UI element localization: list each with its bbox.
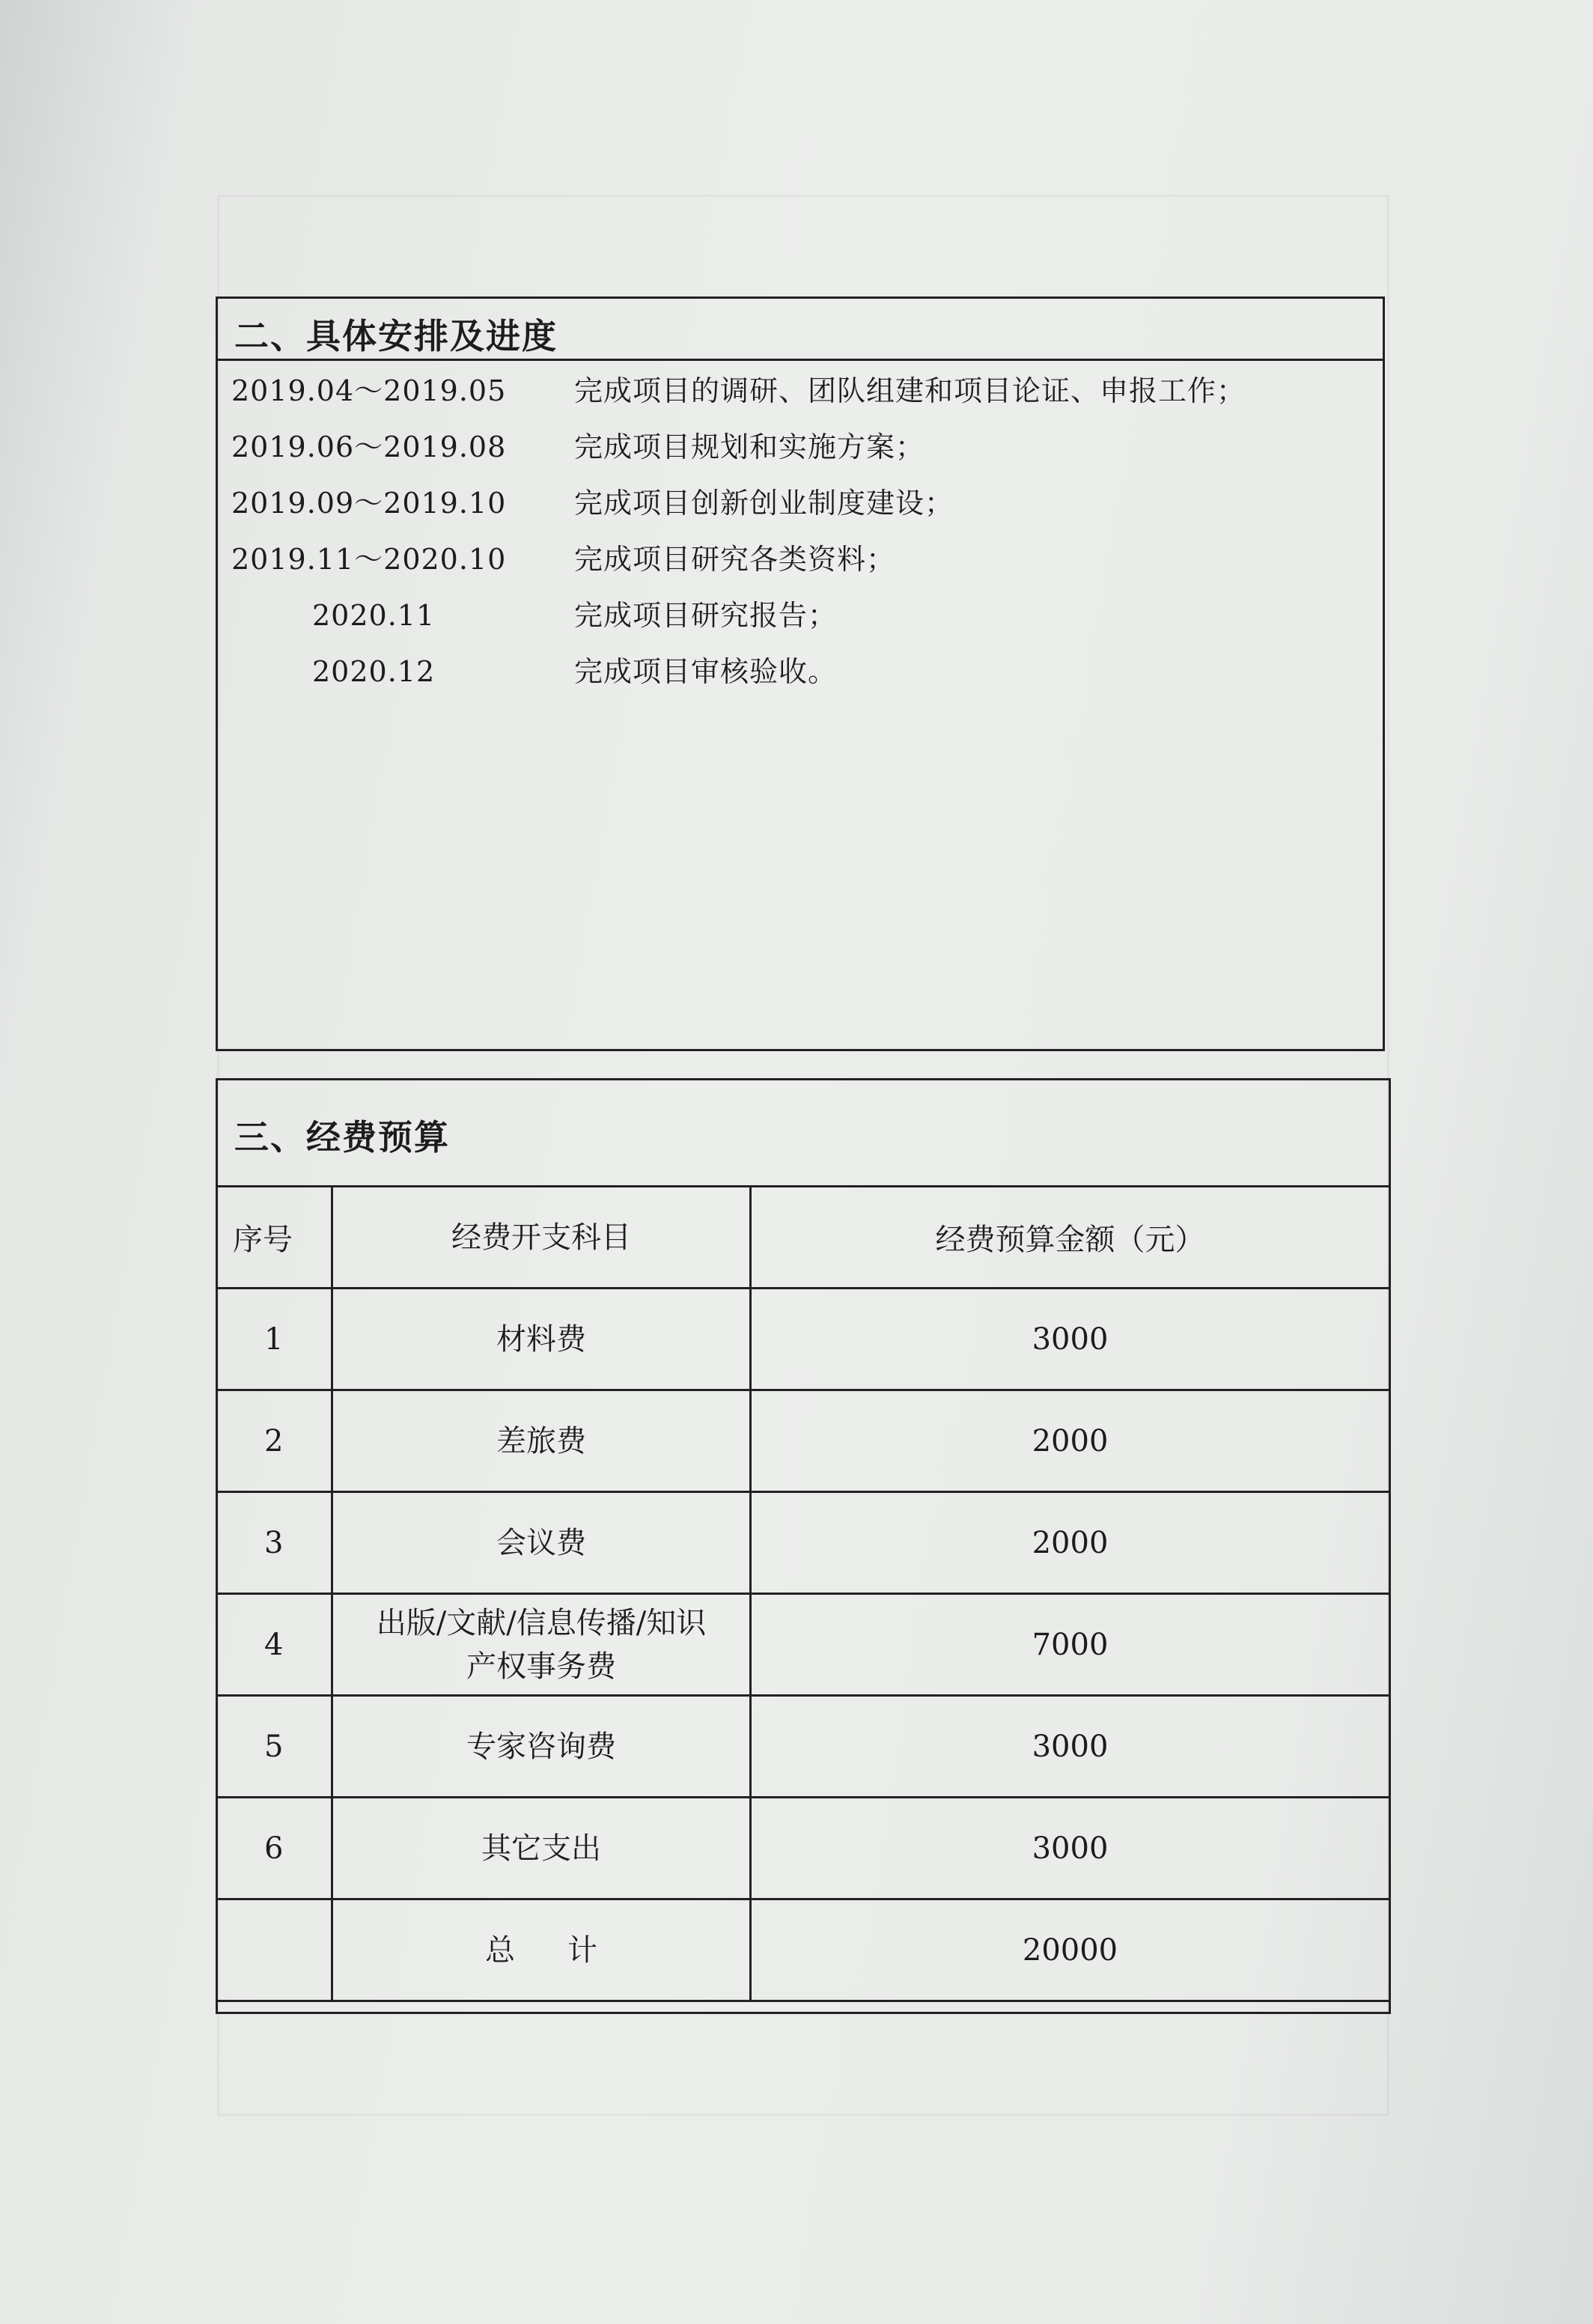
table-row [217,1289,1390,1390]
schedule-task: 完成项目规划和实施方案； [574,431,925,463]
row-amount: 2000 [751,1492,1390,1594]
row-item: 材料费 [332,1289,751,1390]
schedule-date: 2019.06～2019.08 [231,431,507,463]
total-label: 总计 [485,1932,650,1968]
table-header-row [217,1187,1390,1289]
header-no: 序号 [217,1187,332,1289]
schedule-row [218,481,1383,526]
schedule-task: 完成项目研究报告； [574,599,838,632]
schedule-date: 2020.11 [312,599,436,632]
table-row [217,1798,1390,1899]
row-amount: 3000 [751,1798,1390,1899]
row-no: 5 [217,1696,332,1798]
schedule-row [218,368,1383,413]
row-amount: 3000 [751,1289,1390,1390]
row-amount: 2000 [751,1390,1390,1492]
row-no: 4 [217,1594,332,1696]
row-item: 专家咨询费 [332,1696,751,1798]
total-row [217,1899,1390,2001]
schedule-row [218,425,1383,469]
row-item-line: 产权事务费 [466,1649,616,1684]
schedule-task: 完成项目研究各类资料； [574,543,896,576]
row-no: 2 [217,1390,332,1492]
table-row [217,1492,1390,1594]
schedule-date: 2019.09～2019.10 [231,487,507,520]
schedule-row [218,537,1383,582]
schedule-date: 2020.12 [312,655,436,688]
total-amount: 20000 [751,1899,1390,2001]
row-item: 其它支出 [332,1798,751,1899]
total-no-cell [217,1899,332,2001]
budget-section [216,1078,1391,2014]
schedule-row [218,593,1383,638]
row-amount: 3000 [751,1696,1390,1798]
row-amount: 7000 [751,1594,1390,1696]
row-item-line: 出版/文献/信息传播/知识 [376,1605,707,1640]
header-amount: 经费预算金额（元） [751,1187,1390,1289]
row-item: 会议费 [332,1492,751,1594]
table-row [217,1594,1390,1696]
schedule-row [218,649,1383,694]
schedule-task: 完成项目审核验收。 [574,655,838,688]
row-no: 1 [217,1289,332,1390]
header-item: 经费开支科目 [332,1187,751,1289]
budget-title: 三、经费预算 [234,1117,450,1158]
total-label-cell [332,1899,751,2001]
schedule-date: 2019.11～2020.10 [231,543,507,576]
row-no: 3 [217,1492,332,1594]
table-row [217,1390,1390,1492]
schedule-title: 二、具体安排及进度 [234,316,558,356]
row-no: 6 [217,1798,332,1899]
row-item: 差旅费 [332,1390,751,1492]
row-item-multiline [332,1594,751,1696]
budget-table [216,1185,1391,2002]
table-row [217,1696,1390,1798]
schedule-task: 完成项目的调研、团队组建和项目论证、申报工作； [574,374,1246,407]
title-divider [218,359,1383,361]
schedule-task: 完成项目创新创业制度建设； [574,487,954,520]
schedule-section [216,296,1385,1051]
schedule-date: 2019.04～2019.05 [231,374,507,407]
